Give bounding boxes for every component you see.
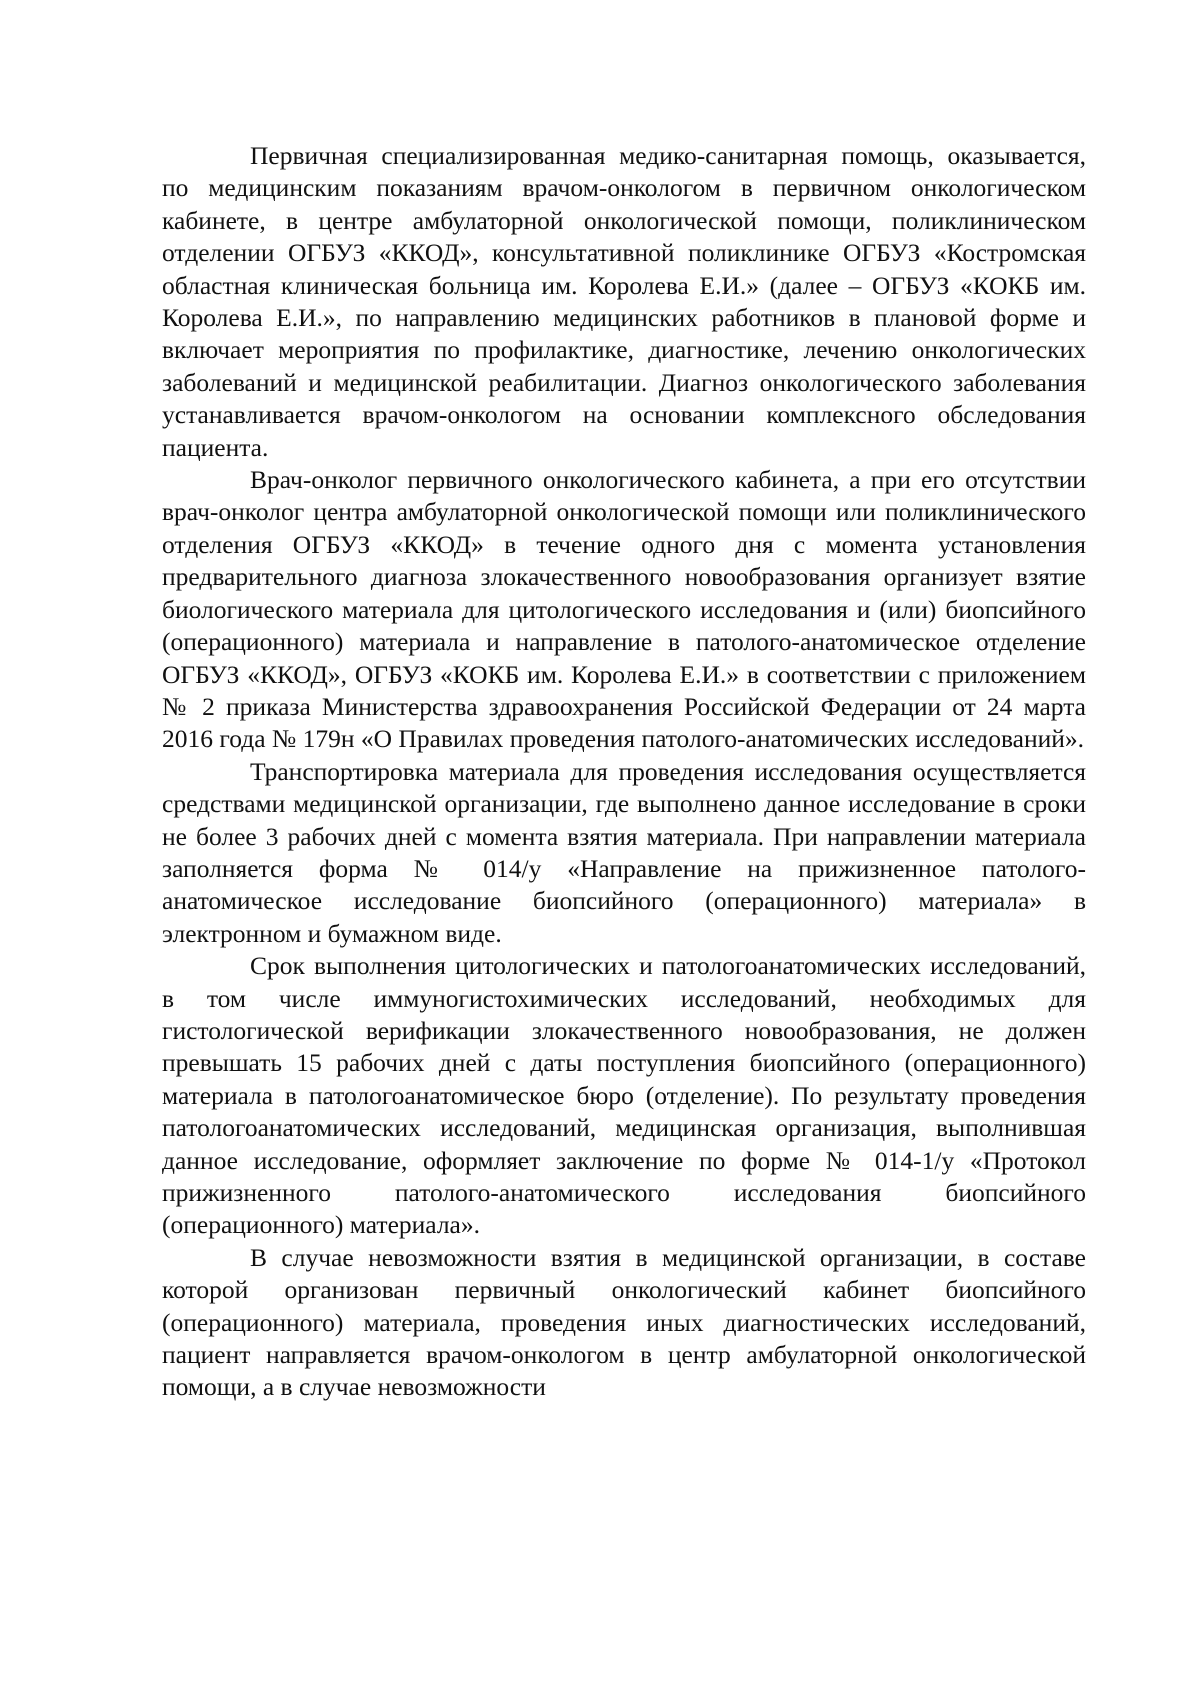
document-body (162, 140, 1086, 1404)
paragraph-research-deadline: Срок выполнения цитологических и патологоанатомических исследований, в том числе иммуногистохимических исследований, необходимых для гистологической верификации злокачественного новообразования, не должен превышать 15 рабочих дней с даты поступления биопсийного (операционного) материала в патологоанатомическое бюро (отделение). По результату проведения патологоанатомических исследований, медицинская организация, выполнившая данное исследование, оформляет заключение по форме № 014-1/у «Протокол прижизненного патолого-анатомического исследования биопсийного (операционного) материала». (162, 951, 1086, 1240)
paragraph-oncologist-biopsy: Врач-онколог первичного онкологического кабинета, а при его отсутствии врач-онколог центра амбулаторной онкологической помощи или поликлинического отделения ОГБУЗ «ККОД» в течение одного дня с момента установления предварительного диагноза злокачественного новообразования организует взятие биологического материала для цитологического исследования и (или) биопсийного (операционного) материала и направление в патолого-анатомическое отделение ОГБУЗ «ККОД», ОГБУЗ «КОКБ им. Королева Е.И.» в соответствии с приложением № 2 приказа Министерства здравоохранения Российской Федерации от 24 марта 2016 года № 179н «О Правилах проведения патолого-анатомических исследований». (162, 465, 1086, 754)
paragraph-referral: В случае невозможности взятия в медицинской организации, в составе которой организован первичный онкологический кабинет биопсийного (операционного) материала, проведения иных диагностических исследований, пациент направляется врачом-онкологом в центр амбулаторной онкологической помощи, а в случае невозможности (162, 1242, 1086, 1402)
paragraph-primary-care: Первичная специализированная медико-санитарная помощь, оказывается, по медицинским показаниям врачом-онкологом в первичном онкологическом кабинете, в центре амбулаторной онкологической помощи, поликлиническом отделении ОГБУЗ «ККОД», консультативной поликлинике ОГБУЗ «Костромская областная клиническая больница им. Королева Е.И.» (далее – ОГБУЗ «КОКБ им. Королева Е.И.», по направлению медицинских работников в плановой форме и включает мероприятия по профилактике, диагностике, лечению онкологических заболеваний и медицинской реабилитации. Диагноз онкологического заболевания устанавливается врачом-онкологом на основании комплексного обследования пациента. (162, 141, 1086, 462)
paragraph-transportation: Транспортировка материала для проведения исследования осуществляется средствами медицинской организации, где выполнено данное исследование в сроки не более 3 рабочих дней с момента взятия материала. При направлении материала заполняется форма № 014/у «Направление на прижизненное патолого-анатомическое исследование биопсийного (операционного) материала» в электронном и бумажном виде. (162, 756, 1086, 948)
